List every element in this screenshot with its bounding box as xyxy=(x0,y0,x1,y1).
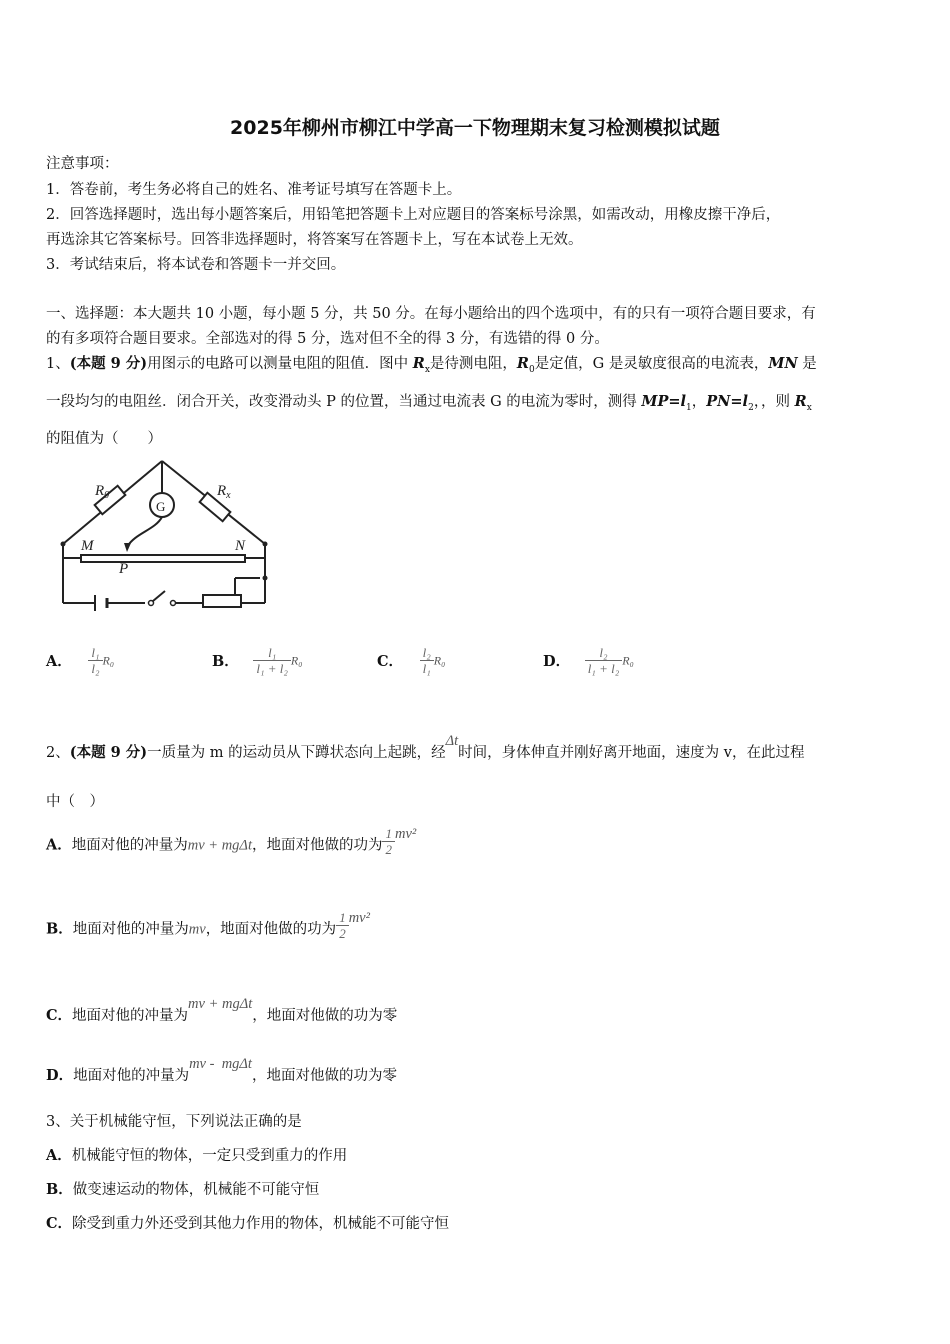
q1-option-c[interactable]: C． $\frac{\text{l₂}}{\text{l₁}}$ R₀ xyxy=(377,645,446,676)
notice-item: 3．考试结束后，将本试卷和答题卡一并交回。 xyxy=(46,257,346,273)
notice-heading: 注意事项： xyxy=(46,156,119,172)
question-1-line-2: 一段均匀的电阻丝．闭合开关，改变滑动头 P 的位置，当通过电流表 G 的电流为零时，测得 $MP=l_1$，$PN=l_2$，，则 $R_x$ xyxy=(46,393,812,413)
label-m: M xyxy=(81,538,94,554)
notice-item: 1．答卷前，考生务必将自己的姓名、准考证号填写在答题卡上。 xyxy=(46,182,462,198)
resistance-wire-mn xyxy=(81,555,245,562)
notice-item: 再选涂其它答案标号。回答非选择题时，将答案写在答题卡上，写在本试卷上无效。 xyxy=(46,232,583,248)
label-r0: $R_0$ xyxy=(95,483,110,501)
q3-option-b[interactable]: B．做变速运动的物体，机械能不可能守恒 xyxy=(46,1181,320,1198)
label-n: N xyxy=(235,538,246,554)
label-p: P xyxy=(119,561,129,577)
page-title: 2025年柳州市柳江中学高一下物理期末复习检测模拟试题 xyxy=(230,117,720,139)
circuit-diagram xyxy=(55,455,280,615)
q3-option-c[interactable]: C．除受到重力外还受到其他力作用的物体，机械能不可能守恒 xyxy=(46,1215,450,1232)
section-intro: 一、选择题：本大题共 10 小题，每小题 5 分，共 50 分。在每小题给出的四个选项中，有的只有一项符合题目要求，有 xyxy=(46,306,816,322)
q2-option-c[interactable]: C．地面对他的冲量为mv + mgΔt，地面对他做的功为零 xyxy=(46,996,398,1024)
q1-option-b[interactable]: B． $\frac{\text{l₁}}{\text{l₁ + l₂}}$ R₀ xyxy=(212,645,303,676)
q2-option-b[interactable]: B．地面对他的冲量为mv，地面对他做的功为 $\frac{1}{2}$ mv² xyxy=(46,909,370,941)
section-intro: 的有多项符合题目要求。全部选对的得 5 分，选对但不全的得 3 分，有选错的得 0 分。 xyxy=(46,331,609,347)
question-1-line-1: 1、(本题 9 分)用图示的电路可以测量电阻的阻值．图中 $R_x$是待测电阻，$R_0$是定值，G 是灵敏度很高的电流表，MN 是 xyxy=(46,355,817,375)
slider-wire xyxy=(127,517,162,547)
q2-option-a[interactable]: A．地面对他的冲量为mv + mgΔt，地面对他做的功为 $\frac{1}{2}$ mv² xyxy=(46,825,417,857)
q2-option-d[interactable]: D．地面对他的冲量为mv - mgΔt，地面对他做的功为零 xyxy=(46,1056,397,1084)
q1-option-a[interactable]: A． $\frac{\text{l₁}}{\text{l₂}}$ R₀ xyxy=(46,645,115,676)
label-rx: $R_x$ xyxy=(217,483,231,501)
question-2-line-2: 中（ ） xyxy=(46,794,104,810)
switch-icon xyxy=(153,591,165,601)
question-3-line-1: 3、关于机械能守恒，下列说法正确的是 xyxy=(46,1114,302,1130)
rheostat-icon xyxy=(203,595,241,607)
question-1-line-3: 的阻值为（ ） xyxy=(46,431,162,447)
notice-item: 2．回答选择题时，选出每小题答案后，用铅笔把答题卡上对应题目的答案标号涂黑，如需改动，用橡皮擦干净后， xyxy=(46,207,781,223)
label-g: G xyxy=(156,499,166,514)
q3-option-a[interactable]: A．机械能守恒的物体，一定只受到重力的作用 xyxy=(46,1147,348,1164)
q1-option-d[interactable]: D． $\frac{\text{l₂}}{\text{l₁ + l₂}}$ R₀ xyxy=(543,645,634,676)
question-2-line-1: 2、(本题 9 分)一质量为 m 的运动员从下蹲状态向上起跳，经Δt时间，身体伸直并刚好离开地面，速度为 v，在此过程 xyxy=(46,733,805,761)
